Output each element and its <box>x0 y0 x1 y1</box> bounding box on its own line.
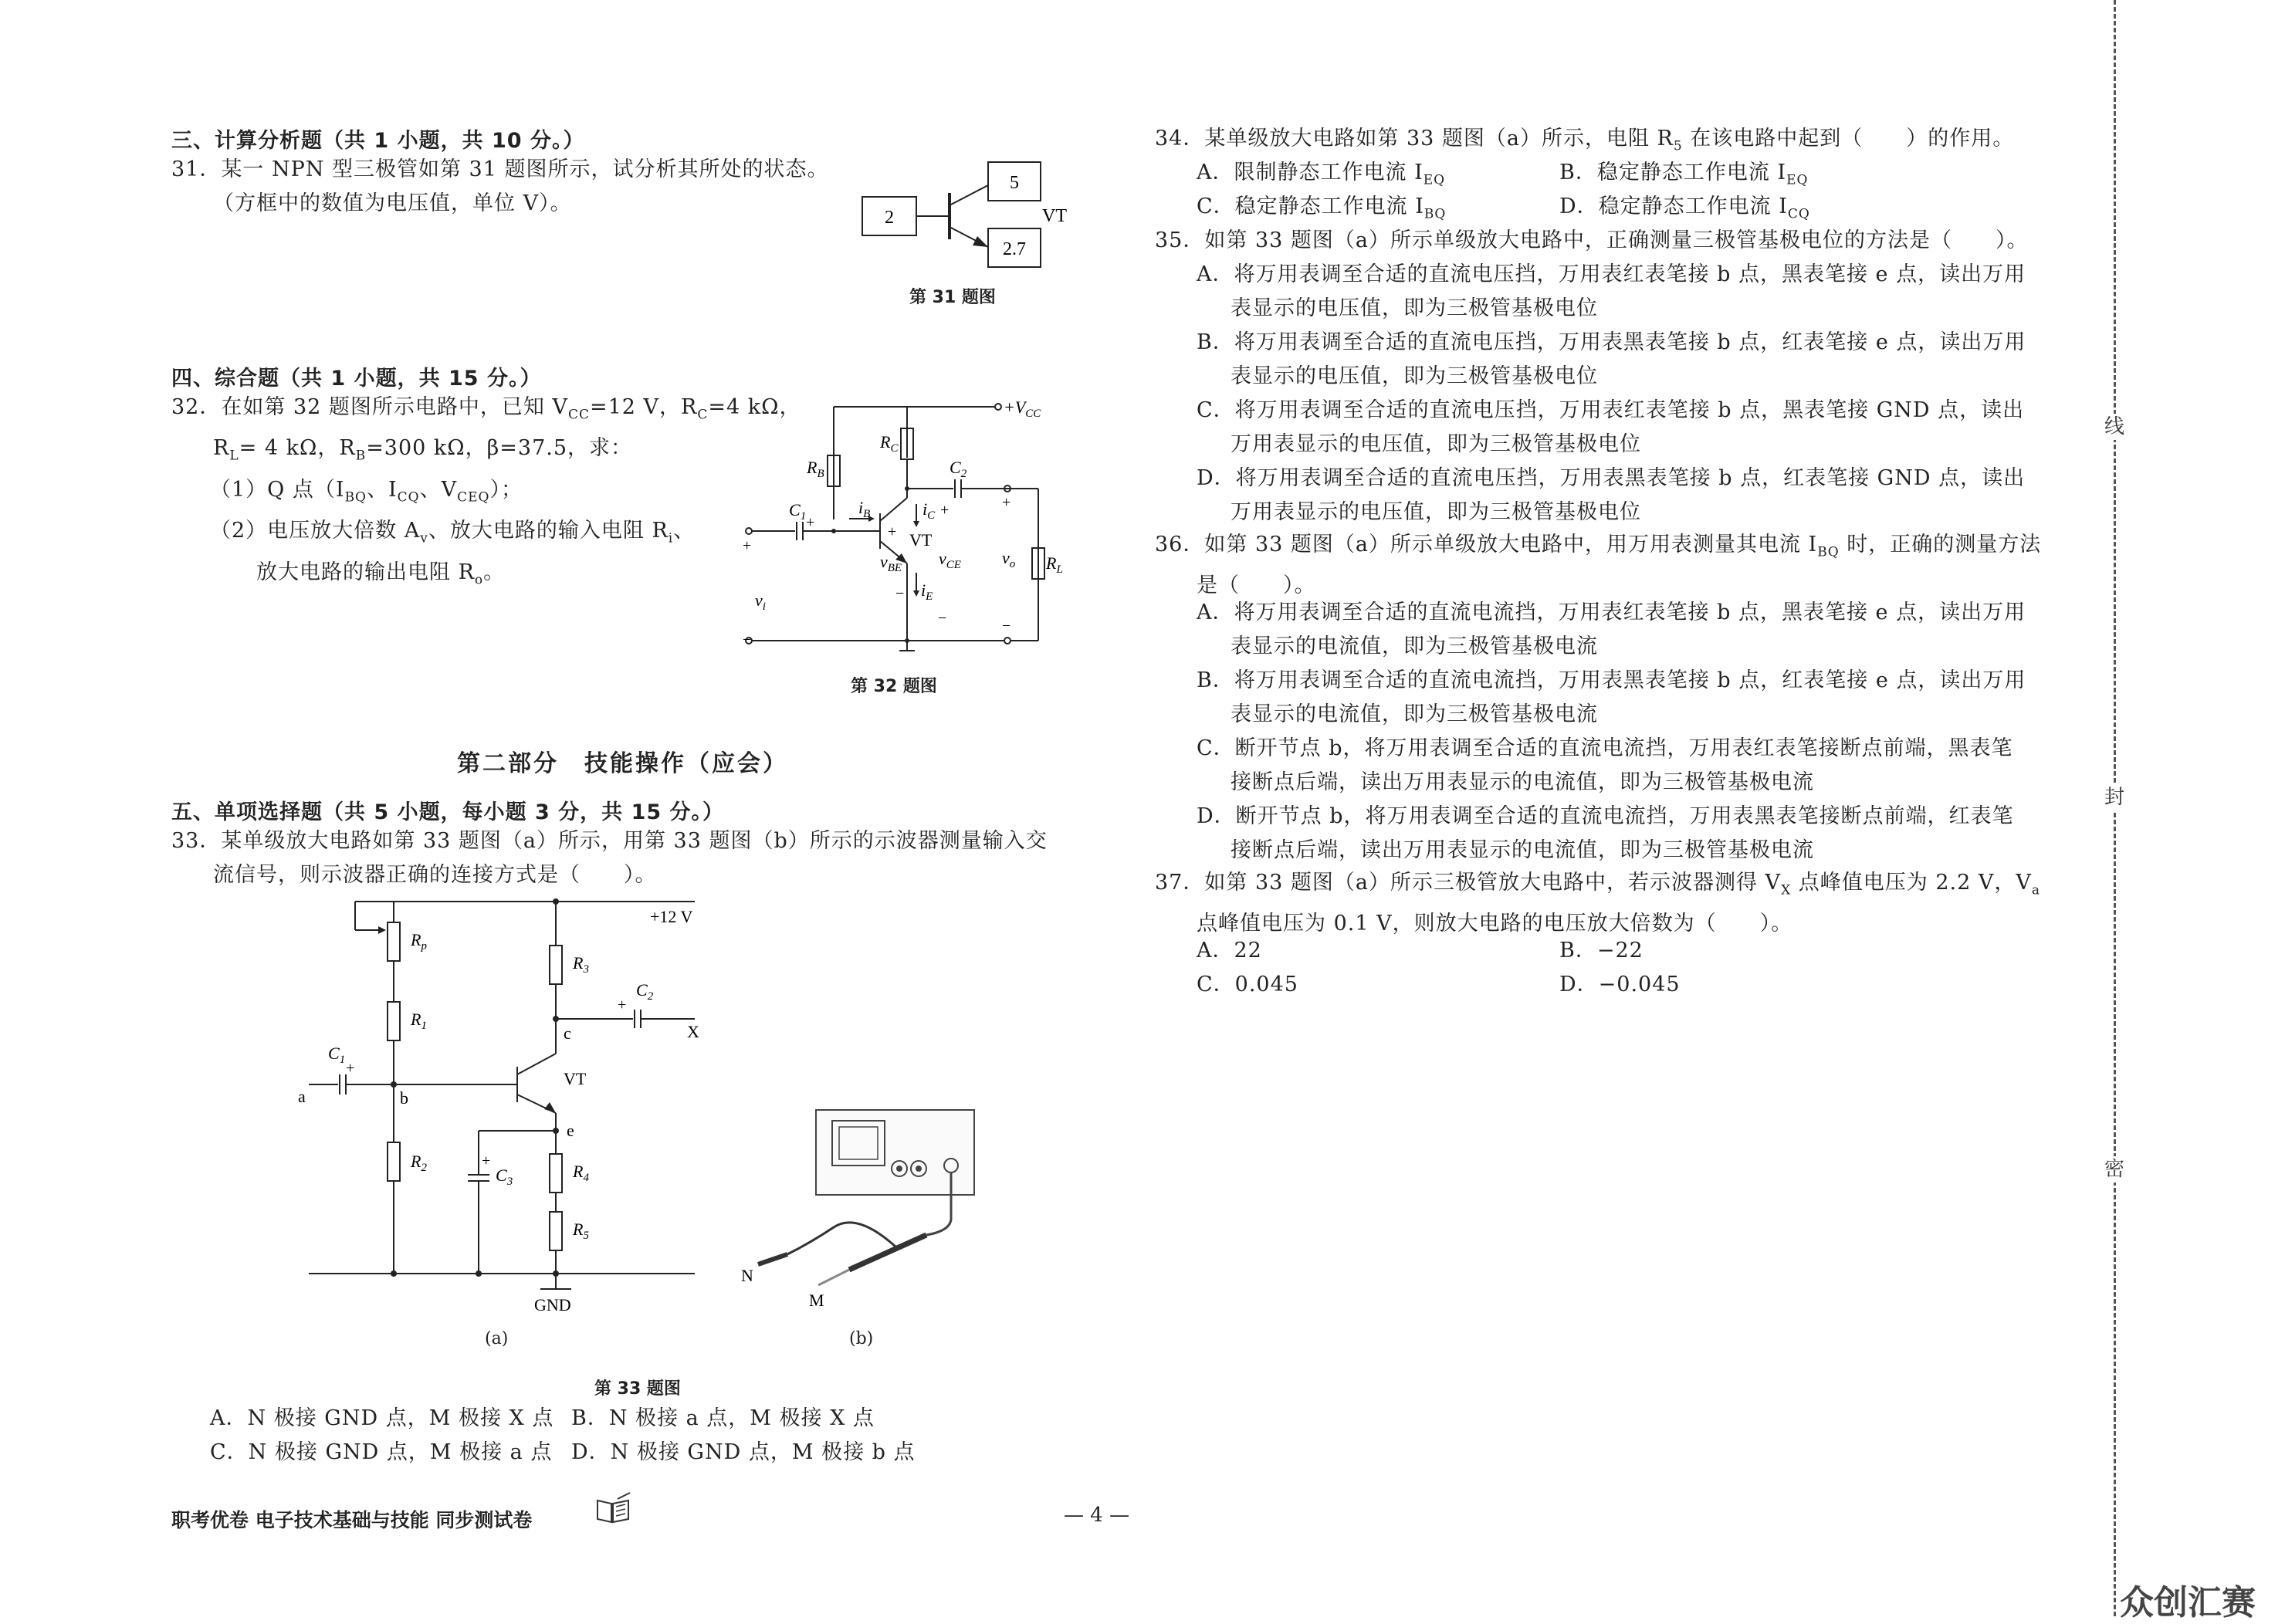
fig33-rp: $R_p$ <box>411 930 427 952</box>
fig33-caption: 第 33 题图 <box>594 1379 681 1399</box>
fig32-vt: VT <box>909 530 933 550</box>
figure-33b-oscilloscope <box>741 1096 988 1320</box>
svg-text:+: + <box>346 1060 355 1077</box>
probe-n: N <box>741 1266 753 1285</box>
fig32-rl: $R_L$ <box>1046 553 1063 576</box>
fig33a-label: (a) <box>485 1329 509 1348</box>
q34-option-a: A．限制静态工作电流 $I_{EQ}$ <box>1197 161 1446 188</box>
fig33-node-c: c <box>564 1023 571 1043</box>
svg-text:+: + <box>743 537 752 554</box>
q34-option-d: D．稳定静态工作电流 $I_{CQ}$ <box>1559 195 1810 222</box>
fig33-c1: $C_1$ <box>328 1044 346 1066</box>
fig33-c2: $C_2$ <box>636 980 654 1003</box>
fig32-vbe: $v_{BE}$ <box>880 552 902 574</box>
svg-text:+: + <box>806 514 815 531</box>
svg-text:−: − <box>895 585 905 602</box>
fig33-r5: $R_5$ <box>573 1220 589 1242</box>
fig32-vce: $v_{CE}$ <box>939 549 961 571</box>
fig33-node-e: e <box>567 1121 574 1140</box>
question-33: 33．某单级放大电路如第 33 题图（a）所示，用第 33 题图（b）所示的示波器测量输入交 流信号，则示波器正确的连接方式是（ ）。 <box>171 829 1048 887</box>
fig31-collector-voltage: 5 <box>1010 173 1019 193</box>
fig31-base-voltage: 2 <box>885 208 894 228</box>
fig33-r3: $R_3$ <box>573 953 589 976</box>
fig32-rb: $R_B$ <box>807 458 824 480</box>
fig33-node-b: b <box>400 1088 408 1108</box>
section-5-heading: 五、单项选择题（共 5 小题，每小题 3 分，共 15 分。） <box>171 800 725 824</box>
binding-char-feng: 封 <box>2101 784 2128 810</box>
fig32-vcc: $+V_{CC}$ <box>1004 398 1041 420</box>
question-31: 31．某一 NPN 型三极管如第 31 题图所示，试分析其所处的状态。 （方框中的数值为电压值，单位 V）。 <box>171 157 829 215</box>
q37-option-a: A．22 <box>1197 939 1262 963</box>
binding-char-mi: 密 <box>2101 1156 2128 1182</box>
book-icon <box>594 1491 633 1525</box>
fig33-r1: $R_1$ <box>411 1010 427 1032</box>
svg-text:+: + <box>940 502 950 519</box>
fig31-emitter-voltage: 2.7 <box>1003 239 1026 259</box>
question-32: 32．在如第 32 题图所示电路中，已知 $V_{CC}=12$ V，$R_C=4$ kΩ， $R_L= 4$ kΩ，$R_B=300$ kΩ，β=37.5，求： （1）Q 点（$I_{BQ}$、$I_{CQ}$、$V_{CEQ}$）； （2）电压放大倍数 $A_v$、放大电路的输入电阻 $R_i$、 放大电路的输出电阻 $R_o$。 <box>171 395 801 587</box>
q35-option-c: C．将万用表调至合适的直流电压挡，万用表红表笔接 b 点，黑表笔接 GND 点，读出 <box>1197 398 2025 422</box>
q33-option-d: D．N 极接 GND 点，M 极接 b 点 <box>571 1440 916 1464</box>
fig32-c1: $C_1$ <box>789 500 807 523</box>
q36-options: A．将万用表调至合适的直流电流挡，万用表红表笔接 b 点，黑表笔接 e 点，读出万用 表显示的电流值，即为三极管基极电流 B．将万用表调至合适的直流电流挡，万用表黑表笔接 b 点，红表笔接 e 点，读出万用 表显示的电流值，即为三极管基极电流 C．断开节点 b，将万用表调至合适的直流电流挡，万用表红表笔接断点前端，黑表笔 接断点后端，读出万用表显示的电流值，即为三极管基极电流 D．断开节点 b，将万用表调至合适的直流电流挡，万用表黑表笔接断点前端，红表笔 接断点后端，读出万用表显示的电流值，即为三极管基极电流 <box>1197 596 2026 868</box>
q35-option-b: B．将万用表调至合适的直流电压挡，万用表黑表笔接 b 点，红表笔接 e 点，读出万用 <box>1197 330 2026 354</box>
watermark: 众创汇赛 <box>2120 1583 2256 1622</box>
section-3-heading: 三、计算分析题（共 1 小题，共 10 分。） <box>171 129 585 153</box>
q36-option-c: C．断开节点 b，将万用表调至合适的直流电流挡，万用表红表笔接断点前端，黑表笔 <box>1197 736 2013 760</box>
fig32-ib: $i_B$ <box>858 498 871 520</box>
q34-option-b: B．稳定静态工作电流 $I_{EQ}$ <box>1559 161 1809 188</box>
q37-option-c: C．0.045 <box>1197 973 1298 996</box>
q34-option-c: C．稳定静态工作电流 $I_{BQ}$ <box>1197 195 1447 222</box>
fig33-c3: $C_3$ <box>496 1166 513 1188</box>
fig32-vi: $v_i$ <box>755 590 766 613</box>
fig33-node-x: X <box>687 1022 699 1041</box>
fig33-gnd: GND <box>534 1295 571 1314</box>
fig32-ie: $i_E$ <box>921 580 933 603</box>
fig32-ic: $i_C$ <box>922 499 936 522</box>
q37-option-b: B．−22 <box>1559 939 1644 963</box>
svg-text:+: + <box>618 996 627 1013</box>
fig32-vo: $v_o$ <box>1002 548 1016 570</box>
q35-options: A．将万用表调至合适的直流电压挡，万用表红表笔接 b 点，黑表笔接 e 点，读出万用 表显示的电压值，即为三极管基极电位 B．将万用表调至合适的直流电压挡，万用表黑表笔接 b 点，红表笔接 e 点，读出万用 表显示的电压值，即为三极管基极电位 C．将万用表调至合适的直流电压挡，万用表红表笔接 b 点，黑表笔接 GND 点，读出 万用表显示的电压值，即为三极管基极电位 D．将万用表调至合适的直流电压挡，万用表黑表笔接 b 点，红表笔接 GND 点，读出 万用表显示的电压值，即为三极管基极电位 <box>1197 258 2026 529</box>
fig33-r4: $R_4$ <box>573 1162 589 1184</box>
svg-text:+: + <box>888 523 897 540</box>
q35-option-d: D．将万用表调至合适的直流电压挡，万用表黑表笔接 b 点，红表笔接 GND 点，读出 <box>1197 466 2026 490</box>
binding-char-xian: 线 <box>2101 414 2128 440</box>
part-2-heading: 第二部分 技能操作（应会） <box>457 750 788 777</box>
q36-option-d: D．断开节点 b，将万用表调至合适的直流电流挡，万用表黑表笔接断点前端，红表笔 <box>1197 804 2014 828</box>
q33-option-b: B．N 极接 a 点，M 极接 X 点 <box>571 1406 875 1430</box>
question-34: 34．某单级放大电路如第 33 题图（a）所示，电阻 $R_5$ 在该电路中起到（ ）的作用。 <box>1155 127 2015 154</box>
fig33-node-a: a <box>298 1087 306 1106</box>
section-4-heading: 四、综合题（共 1 小题，共 15 分。） <box>171 367 542 391</box>
fig32-caption: 第 32 题图 <box>851 677 937 696</box>
q37-option-d: D．−0.045 <box>1559 973 1681 996</box>
page-number: — 4 — <box>1064 1504 1130 1527</box>
svg-text:+: + <box>482 1152 491 1169</box>
fig33-r2: $R_2$ <box>411 1152 427 1174</box>
probe-m: M <box>809 1291 824 1310</box>
svg-text:−: − <box>1002 617 1011 634</box>
question-36: 36．如第 33 题图（a）所示单级放大电路中，用万用表测量其电流 $I_{BQ}$ 时，正确的测量方法 是（ ）。 <box>1155 533 2042 598</box>
q36-option-a: A．将万用表调至合适的直流电流挡，万用表红表笔接 b 点，黑表笔接 e 点，读出万用 <box>1197 601 2026 624</box>
figure-33a-circuit <box>293 888 726 1320</box>
fig32-rc: $R_C$ <box>880 432 899 455</box>
fig31-caption: 第 31 题图 <box>909 288 996 307</box>
fig33b-label: (b) <box>849 1329 874 1348</box>
svg-text:−: − <box>938 610 947 627</box>
question-37: 37．如第 33 题图（a）所示三极管放大电路中，若示波器测得 $V_X$ 点峰值电压为 2.2 V，$V_a$ 点峰值电压为 0.1 V，则放大电路的电压放大倍数为（ ）。 <box>1155 871 2040 936</box>
q33-option-c: C．N 极接 GND 点，M 极接 a 点 <box>210 1440 553 1464</box>
fig32-c2: $C_2$ <box>950 458 967 480</box>
svg-text:−: − <box>743 631 752 648</box>
q33-option-a: A．N 极接 GND 点，M 极接 X 点 <box>210 1406 554 1430</box>
figure-32-amplifier <box>733 390 1063 656</box>
fig33-vt: VT <box>564 1069 587 1088</box>
svg-text:+: + <box>1002 494 1011 511</box>
footer-title: 职考优卷 电子技术基础与技能 同步测试卷 <box>171 1509 533 1531</box>
fig31-vt-label: VT <box>1042 206 1067 226</box>
question-35: 35．如第 33 题图（a）所示单级放大电路中，正确测量三极管基极电位的方法是（ ）。 <box>1155 228 2029 252</box>
q36-option-b: B．将万用表调至合适的直流电流挡，万用表黑表笔接 b 点，红表笔接 e 点，读出万用 <box>1197 668 2026 692</box>
q35-option-a: A．将万用表调至合适的直流电压挡，万用表红表笔接 b 点，黑表笔接 e 点，读出万用 <box>1197 262 2026 286</box>
fig33-vcc: +12 V <box>650 907 693 926</box>
